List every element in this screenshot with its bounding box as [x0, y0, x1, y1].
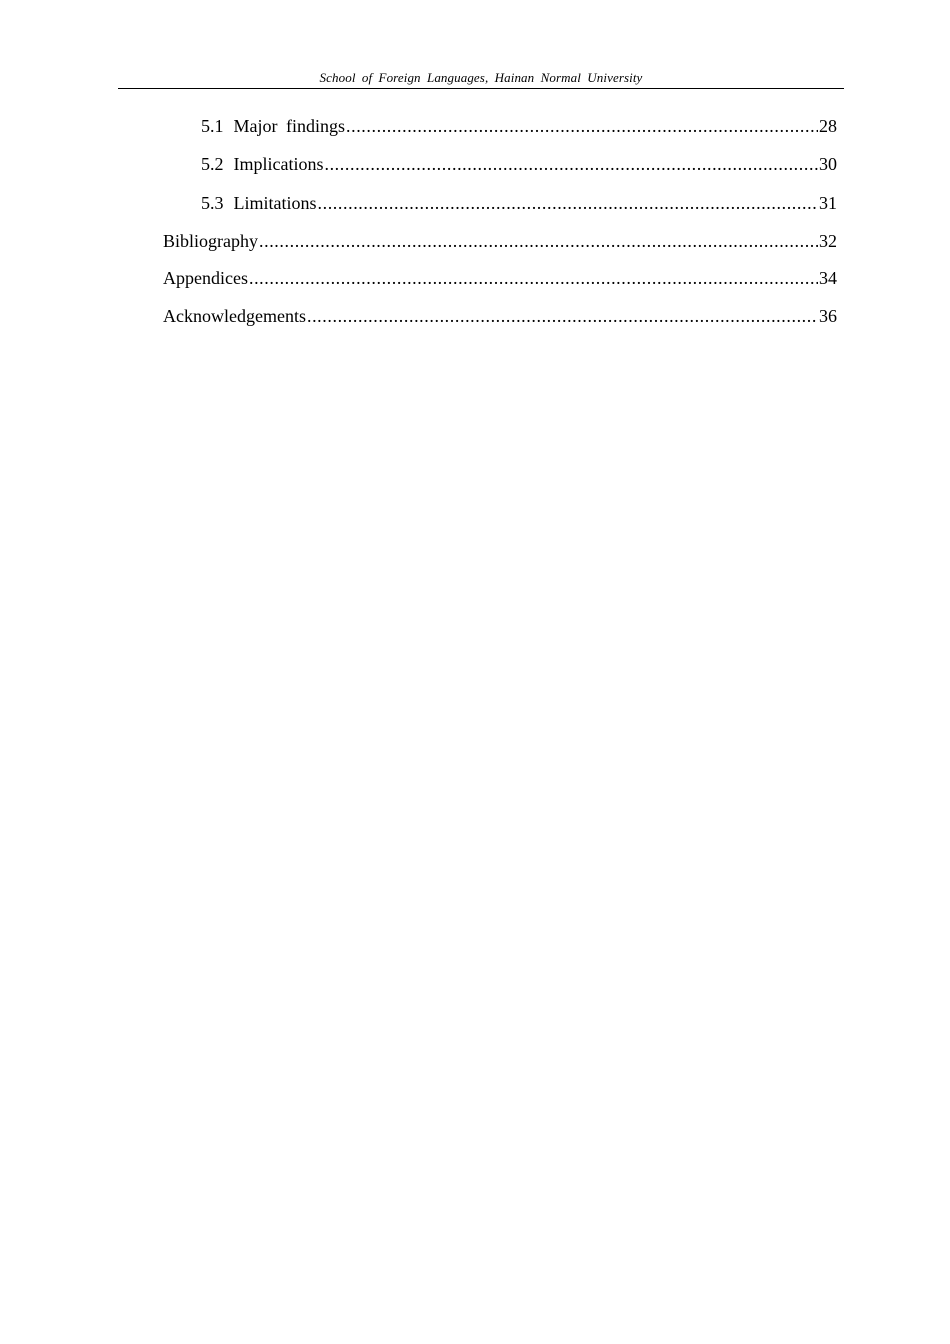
toc-entry-limitations[interactable] [201, 191, 837, 215]
toc-dot-leader [346, 114, 818, 138]
toc-entry-title: Major findings [233, 116, 345, 136]
toc-entry-implications[interactable] [201, 152, 837, 176]
toc-entry-acknowledgements[interactable] [163, 304, 837, 328]
toc-dot-leader [307, 304, 818, 328]
toc-entry-page: 31 [819, 193, 837, 213]
toc-entry-page: 34 [819, 268, 837, 288]
toc-entry-title: Bibliography [163, 231, 258, 251]
toc-dot-leader [249, 266, 818, 290]
header-text: School of Foreign Languages, Hainan Normal University [319, 70, 643, 85]
toc-entry-number: 5.1 [201, 116, 224, 136]
toc-entry-title: Limitations [233, 193, 317, 213]
toc-dot-leader [318, 191, 819, 215]
toc-entry-bibliography[interactable] [163, 229, 837, 253]
toc-entry-title: Appendices [163, 268, 248, 288]
toc-entry-page: 28 [819, 116, 837, 136]
toc-entry-number: 5.2 [201, 154, 224, 174]
toc-dot-leader [259, 229, 818, 253]
toc-dot-leader [324, 152, 818, 176]
toc-entry-page: 36 [819, 306, 837, 326]
toc-entry-title: Acknowledgements [163, 306, 306, 326]
page-header [118, 68, 844, 89]
toc-entry-page: 30 [819, 154, 837, 174]
toc-entry-number: 5.3 [201, 193, 224, 213]
toc-entry-title: Implications [233, 154, 324, 174]
toc-entry-page: 32 [819, 231, 837, 251]
toc-entry-appendices[interactable] [163, 266, 837, 290]
toc-entry-major-findings[interactable] [201, 114, 837, 138]
